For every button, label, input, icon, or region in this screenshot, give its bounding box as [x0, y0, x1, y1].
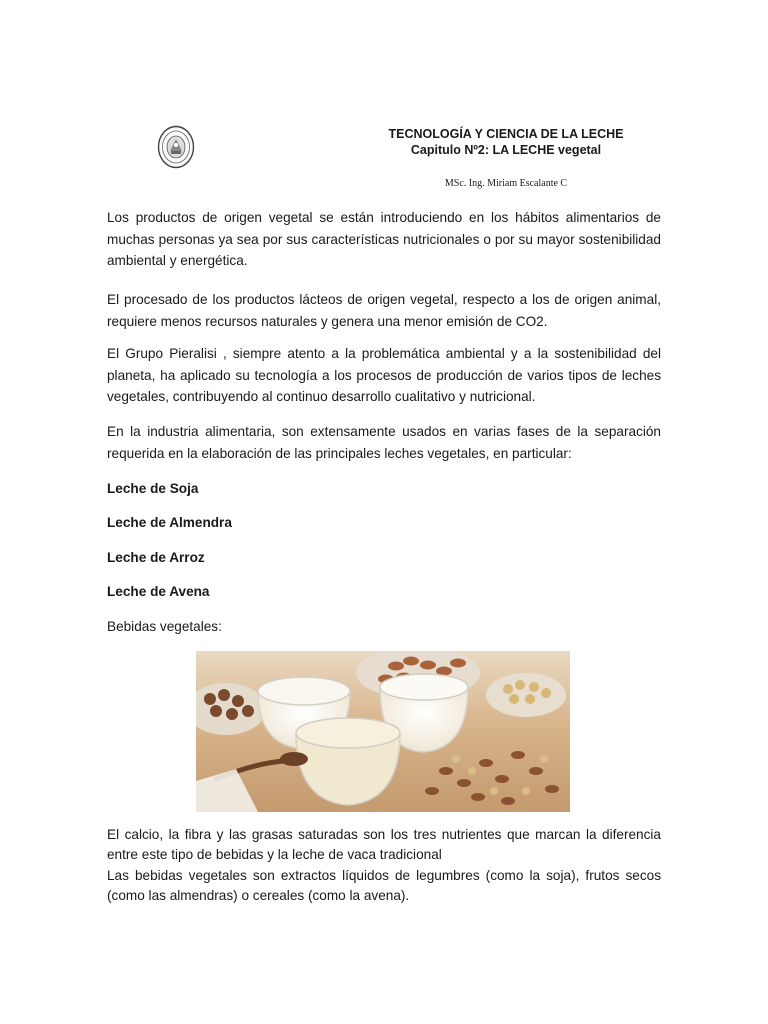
- chapter-title: Capitulo Nº2: LA LECHE vegetal: [410, 143, 602, 157]
- paragraph-6: Las bebidas vegetales son extractos líquidos de legumbres (como la soja), frutos secos (como las almendras) o cereales (como la avena).: [107, 868, 661, 903]
- paragraph-5-container: [107, 825, 661, 865]
- document-title: TECNOLOGÍA Y CIENCIA DE LA LECHE: [388, 127, 624, 141]
- list-item-almendra: Leche de Almendra: [107, 515, 232, 530]
- document-header: [300, 126, 712, 158]
- paragraph-4: En la industria alimentaria, son extensamente usados en varias fases de la separación requerida en la elaboración de las principales leches vegetales, en particular:: [107, 424, 661, 461]
- paragraph-3: El Grupo Pieralisi , siempre atento a la problemática ambiental y a la sostenibilidad del planeta, ha aplicado su tecnología a los procesos de producción de varios tipos de leches vegetales, contribuyendo al continuo desarrollo cualitativo y nutricional.: [107, 346, 661, 404]
- author-line: MSc. Ing. Miriam Escalante C: [444, 178, 568, 189]
- paragraph-6-container: [107, 866, 661, 906]
- university-seal-icon: [157, 125, 195, 169]
- plant-milk-photo: [196, 651, 570, 812]
- paragraph-1: Los productos de origen vegetal se están introduciendo en los hábitos alimentarios de muchas personas ya sea por sus características nutricionales o por su mayor sostenibilidad ambiental y energética.: [107, 210, 661, 268]
- bebidas-heading: Bebidas vegetales:: [107, 619, 222, 634]
- list-item-arroz: Leche de Arroz: [107, 550, 205, 565]
- list-item-soja: Leche de Soja: [107, 481, 199, 496]
- paragraph-2: El procesado de los productos lácteos de origen vegetal, respecto a los de origen animal, requiere menos recursos naturales y genera una menor emisión de CO2.: [107, 292, 661, 329]
- paragraph-5: El calcio, la fibra y las grasas saturadas son los tres nutrientes que marcan la diferencia entre este tipo de bebidas y la leche de vaca tradicional: [107, 827, 661, 862]
- list-item-avena: Leche de Avena: [107, 584, 210, 599]
